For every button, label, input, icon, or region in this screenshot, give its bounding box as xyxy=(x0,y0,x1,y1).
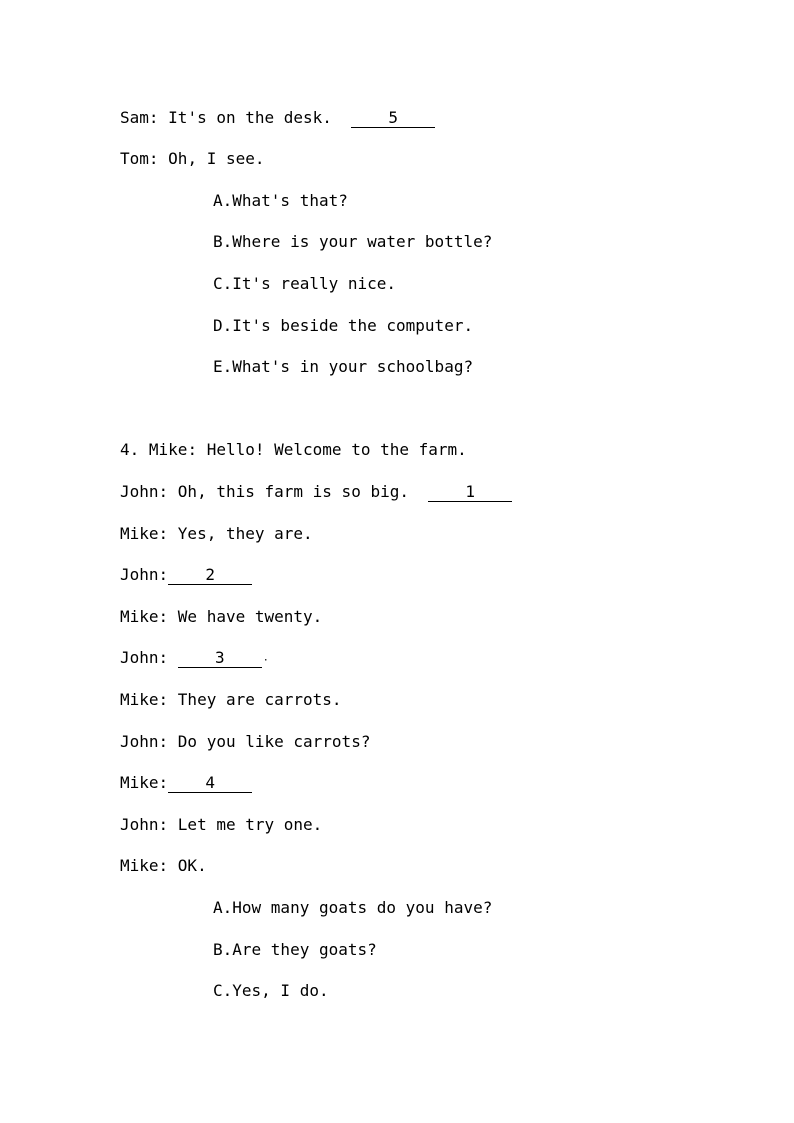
dialogue-text: We have twenty. xyxy=(177,607,323,626)
speaker-name: Mike xyxy=(120,773,159,792)
speaker-name: John xyxy=(120,648,159,667)
dialogue-line-mike: Mike: We have twenty. xyxy=(120,607,323,626)
dialogue-text: Oh, this farm is so big. xyxy=(177,482,409,501)
dialogue-line-john: John: Let me try one. xyxy=(120,815,323,834)
speaker-name: John xyxy=(120,565,159,584)
speaker-name: John xyxy=(120,732,159,751)
speaker-name: Mike xyxy=(120,524,159,543)
option-b: B.Where is your water bottle? xyxy=(213,232,493,251)
dialogue-text: Yes, they are. xyxy=(177,524,313,543)
speaker-name: John xyxy=(120,482,159,501)
dialogue-line-john: John: Oh, this farm is so big. 1 xyxy=(120,482,512,502)
answer-blank[interactable]: 3 xyxy=(178,649,262,668)
speaker-name: Mike xyxy=(148,440,188,459)
option-c: C.It's really nice. xyxy=(213,274,397,293)
dialogue-line-mike: 4. Mike: Hello! Welcome to the farm. xyxy=(120,440,467,459)
dialogue-text: They are carrots. xyxy=(177,690,342,709)
dialogue-line-tom: Tom: Oh, I see. xyxy=(120,149,265,168)
dialogue-text: Do you like carrots? xyxy=(177,732,371,751)
dialogue-text: Oh, I see. xyxy=(168,149,265,168)
option-b: B.Are they goats? xyxy=(213,940,377,959)
speaker-name: Mike xyxy=(120,607,159,626)
dialogue-line-mike: Mike: 4 xyxy=(120,773,252,793)
option-a: A.How many goats do you have? xyxy=(213,898,493,917)
speaker-name: Mike xyxy=(120,856,159,875)
dialogue-line-john: John: Do you like carrots? xyxy=(120,732,371,751)
dialogue-text: OK. xyxy=(177,856,207,875)
dialogue-line-john: John: 2 xyxy=(120,565,252,585)
dialogue-line-john: John: 3 · xyxy=(120,648,269,671)
dialogue-line-mike: Mike: Yes, they are. xyxy=(120,524,313,543)
answer-blank[interactable]: 1 xyxy=(428,483,512,502)
option-e: E.What's in your schoolbag? xyxy=(213,357,474,376)
dialogue-text: It's on the desk. xyxy=(168,108,332,127)
option-c: C.Yes, I do. xyxy=(213,981,329,1000)
speaker-name: Mike xyxy=(120,690,159,709)
dialogue-line-sam: Sam: It's on the desk. 5 xyxy=(120,108,435,128)
answer-blank[interactable]: 4 xyxy=(168,774,252,793)
speaker-name: John xyxy=(120,815,159,834)
option-d: D.It's beside the computer. xyxy=(213,316,474,335)
speaker-name: Sam xyxy=(120,108,149,127)
dialogue-line-mike: Mike: They are carrots. xyxy=(120,690,342,709)
dialogue-text: Hello! Welcome to the farm. xyxy=(206,440,467,459)
dialogue-line-mike: Mike: OK. xyxy=(120,856,207,875)
answer-blank[interactable]: 5 xyxy=(351,109,435,128)
dot-mark: · xyxy=(262,655,269,666)
question-number: 4. xyxy=(120,440,140,459)
speaker-name: Tom xyxy=(120,149,149,168)
option-a: A.What's that? xyxy=(213,191,348,210)
answer-blank[interactable]: 2 xyxy=(168,566,252,585)
dialogue-text: Let me try one. xyxy=(177,815,323,834)
